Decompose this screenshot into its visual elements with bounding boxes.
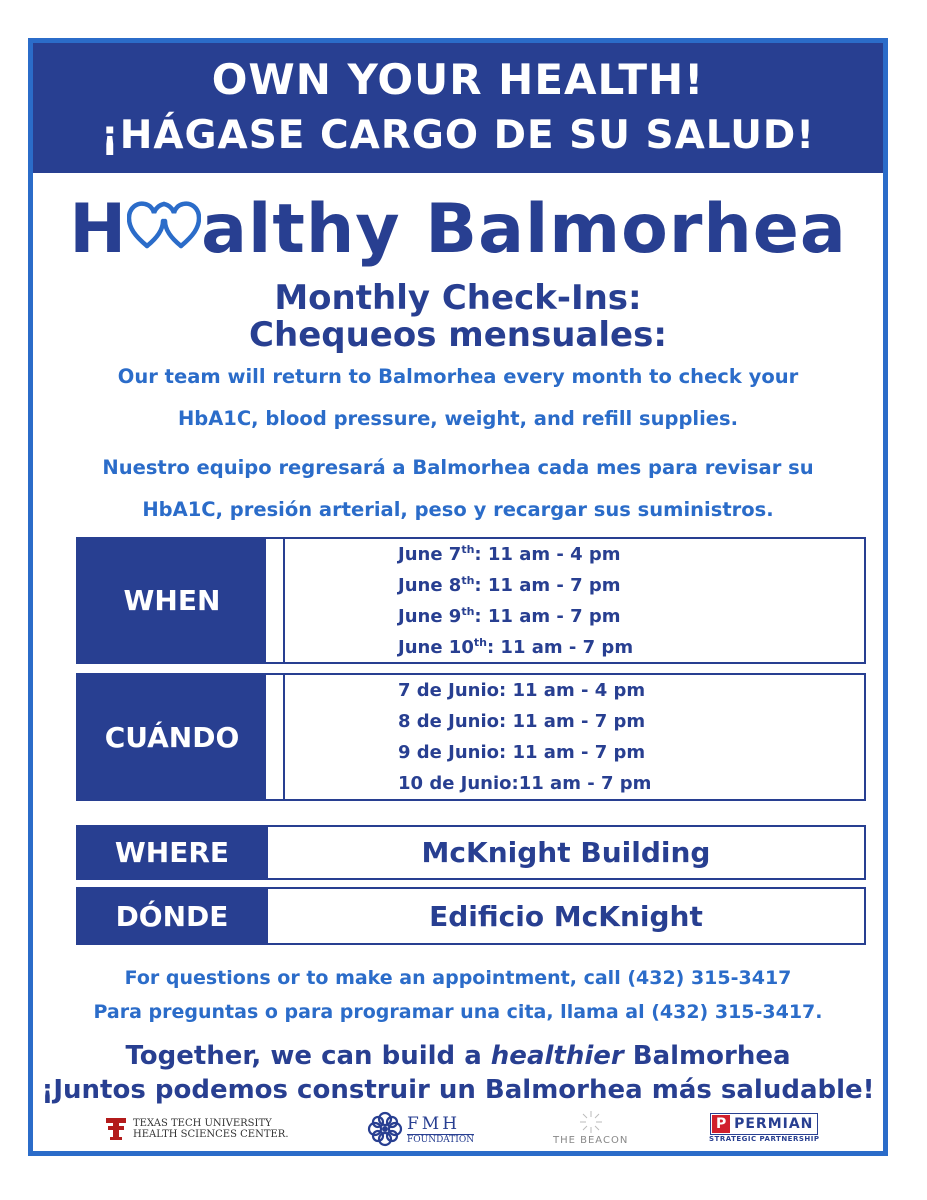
ttuhsc-logo [105,1117,289,1141]
when-table [76,537,866,664]
brand-suffix: althy Balmorhea [201,190,847,269]
double-heart-icon [127,196,201,256]
when-row: June 8th: 11 am - 7 pm [398,574,621,596]
double-t-icon [105,1117,127,1141]
closing-en: Together, we can build a healthier Balmorhea [125,1041,791,1071]
closing-es: ¡Juntos podemos construir un Balmorhea más saludable! [41,1075,875,1105]
flower-icon [367,1111,403,1147]
where-label: WHERE [78,827,266,878]
when-row: June 9th: 11 am - 7 pm [398,605,621,627]
cuando-row: 9 de Junio: 11 am - 7 pm [398,742,646,763]
contact-en: For questions or to make an appointment, call (432) 315-3417 [124,967,792,989]
sponsor-logos [33,1109,883,1157]
permian-logo [709,1113,819,1143]
ttuhsc-line1: TEXAS TECH UNIVERSITY [133,1118,272,1129]
intro-en-line1: Our team will return to Balmorhea every month to check your [117,365,799,388]
cuando-row: 8 de Junio: 11 am - 7 pm [398,711,646,732]
permian-tagline: STRATEGIC PARTNERSHIP [709,1135,820,1143]
header-band [33,43,883,173]
flyer [28,38,888,1156]
donde-table [76,887,866,945]
donde-value: Edificio McKnight [266,889,864,943]
fmh-foundation-logo [367,1111,474,1147]
when-row: June 7th: 11 am - 4 pm [398,543,621,565]
when-row: June 10th: 11 am - 7 pm [398,636,634,658]
intro-es-line2: HbA1C, presión arterial, peso y recargar sus suministros. [142,498,774,521]
cuando-table [76,673,866,801]
intro-es-line1: Nuestro equipo regresará a Balmorhea cada mes para revisar su [102,456,814,479]
donde-label: DÓNDE [78,889,266,943]
brand-prefix: H [69,190,128,269]
cuando-row: 7 de Junio: 11 am - 4 pm [398,680,646,701]
subtitle-en: Monthly Check-Ins: [274,278,642,318]
permian-p-icon: P [712,1115,730,1133]
ttuhsc-line2: HEALTH SCIENCES CENTER. [133,1129,289,1140]
intro-en-line2: HbA1C, blood pressure, weight, and refill supplies. [177,407,739,430]
permian-name: PERMIAN [734,1116,814,1132]
brand-wordmark [33,178,883,282]
subtitle-es: Chequeos mensuales: [249,315,667,355]
closing-emphasis: healthier [490,1041,624,1071]
fmh-name: FMH [407,1114,474,1135]
cuando-rows [283,675,864,799]
the-beacon-logo [553,1109,628,1146]
where-table [76,825,866,880]
fmh-foundation: FOUNDATION [407,1134,475,1145]
contact-es: Para preguntas o para programar una cita, llama al (432) 315-3417. [93,1001,823,1023]
when-label: WHEN [78,539,266,662]
cuando-label: CUÁNDO [78,675,266,799]
beacon-name: THE BEACON [553,1135,629,1146]
where-value: McKnight Building [266,827,864,878]
header-title-en: OWN YOUR HEALTH! [211,55,705,104]
when-rows [283,539,864,662]
cuando-row: 10 de Junio:11 am - 7 pm [398,773,652,794]
header-title-es: ¡HÁGASE CARGO DE SU SALUD! [100,113,816,158]
sunburst-icon [578,1109,604,1135]
